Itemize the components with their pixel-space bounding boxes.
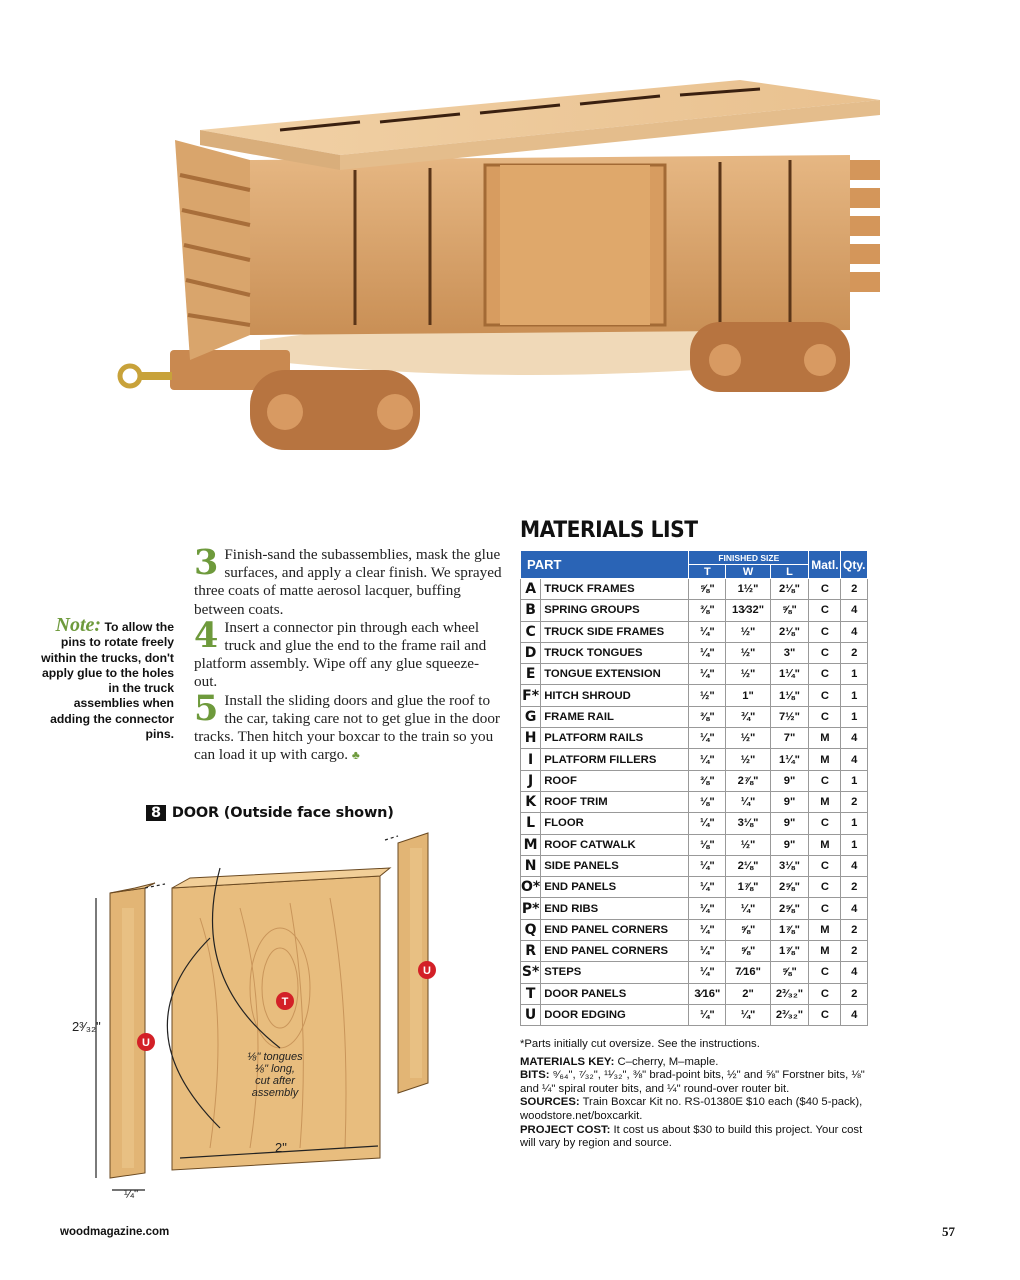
table-row xyxy=(521,855,868,876)
material: M xyxy=(809,728,841,749)
part-name: DOOR EDGING xyxy=(541,1004,689,1025)
size-t: ¼" xyxy=(689,855,726,876)
step-4 xyxy=(194,614,502,692)
material: C xyxy=(809,983,841,1004)
size-t: ⅛" xyxy=(689,834,726,855)
size-l: 9" xyxy=(770,834,809,855)
material: M xyxy=(809,791,841,812)
part-u-marker-right: U xyxy=(423,965,431,977)
part-letter: C xyxy=(521,621,541,642)
material: C xyxy=(809,642,841,663)
part-name: END PANEL CORNERS xyxy=(541,919,689,940)
size-w: ½" xyxy=(726,664,770,685)
quantity: 4 xyxy=(841,898,868,919)
part-letter: J xyxy=(521,770,541,791)
material: C xyxy=(809,813,841,834)
size-t: ¼" xyxy=(689,621,726,642)
callout-line-4: assembly xyxy=(251,1087,299,1099)
size-l: 7" xyxy=(770,728,809,749)
part-name: FRAME RAIL xyxy=(541,706,689,727)
quantity: 4 xyxy=(841,749,868,770)
step-number: 4 xyxy=(194,614,219,656)
table-row xyxy=(521,706,868,727)
col-matl: Matl. xyxy=(809,551,841,579)
size-l: 3" xyxy=(770,642,809,663)
material: C xyxy=(809,706,841,727)
sources-label: SOURCES: xyxy=(520,1096,580,1109)
size-l: 2⅛" xyxy=(770,621,809,642)
size-t: ¼" xyxy=(689,728,726,749)
step-3 xyxy=(194,542,502,619)
quantity: 1 xyxy=(841,813,868,834)
part-name: TONGUE EXTENSION xyxy=(541,664,689,685)
part-letter: O* xyxy=(521,877,541,898)
part-name: TRUCK SIDE FRAMES xyxy=(541,621,689,642)
material: C xyxy=(809,877,841,898)
oversize-note: *Parts initially cut oversize. See the instructions. xyxy=(520,1038,760,1050)
cost-label: PROJECT COST: xyxy=(520,1123,611,1136)
bits-label: BITS: xyxy=(520,1069,550,1082)
size-l: 1¼" xyxy=(770,664,809,685)
thickness-dimension: ¼" xyxy=(124,1187,139,1201)
size-t: ⅜" xyxy=(689,600,726,621)
size-w: 1⅞" xyxy=(726,877,770,898)
part-letter: K xyxy=(521,791,541,812)
size-t: 3⁄16" xyxy=(689,983,726,1004)
material: C xyxy=(809,770,841,791)
col-l: L xyxy=(770,565,809,579)
part-letter: T xyxy=(521,983,541,1004)
size-w: ¼" xyxy=(726,1004,770,1025)
material: C xyxy=(809,855,841,876)
table-row xyxy=(521,642,868,663)
size-t: ¼" xyxy=(689,664,726,685)
quantity: 4 xyxy=(841,621,868,642)
size-w: 2" xyxy=(726,983,770,1004)
part-letter: P* xyxy=(521,898,541,919)
material: C xyxy=(809,898,841,919)
size-t: ¼" xyxy=(689,749,726,770)
part-t-marker: T xyxy=(281,996,289,1008)
key-text: C–cherry, M–maple. xyxy=(614,1055,719,1068)
instruction-steps xyxy=(194,542,502,764)
size-w: ⅝" xyxy=(726,941,770,962)
quantity: 2 xyxy=(841,579,868,600)
size-l: 9" xyxy=(770,813,809,834)
note-text: To allow the pins to rotate freely within the trucks, don't apply glue to the holes in the truck assemblies when adding the connector pins. xyxy=(41,620,174,742)
size-l: 2⅛" xyxy=(770,579,809,600)
height-dimension: 2³⁄₃₂" xyxy=(72,1019,101,1034)
part-name: END PANELS xyxy=(541,877,689,898)
size-l: ⅝" xyxy=(770,600,809,621)
callout-line-2: ⅛" long, xyxy=(255,1063,295,1075)
step-5 xyxy=(194,687,502,765)
part-name: END PANEL CORNERS xyxy=(541,941,689,962)
page-number: 57 xyxy=(942,1224,955,1239)
door-diagram xyxy=(60,828,480,1208)
sources-text: Train Boxcar Kit no. RS-01380E $10 each ($40 5-pack), woodstore.net/boxcarkit. xyxy=(520,1096,863,1122)
table-row xyxy=(521,941,868,962)
size-t: ¼" xyxy=(689,813,726,834)
material: C xyxy=(809,621,841,642)
col-qty: Qty. xyxy=(841,551,868,579)
size-l: 2⅝" xyxy=(770,877,809,898)
size-w: ½" xyxy=(726,621,770,642)
size-l: 2³⁄₃₂" xyxy=(770,1004,809,1025)
table-row xyxy=(521,685,868,706)
part-letter: F* xyxy=(521,685,541,706)
quantity: 1 xyxy=(841,834,868,855)
quantity: 1 xyxy=(841,770,868,791)
part-letter: B xyxy=(521,600,541,621)
quantity: 4 xyxy=(841,600,868,621)
size-w: 3⅛" xyxy=(726,813,770,834)
size-t: ¼" xyxy=(689,962,726,983)
table-row xyxy=(521,664,868,685)
size-l: 3⅛" xyxy=(770,855,809,876)
material: M xyxy=(809,749,841,770)
quantity: 2 xyxy=(841,877,868,898)
footer-site: woodmagazine.com xyxy=(60,1226,170,1238)
table-row xyxy=(521,728,868,749)
part-letter: G xyxy=(521,706,541,727)
size-w: 1½" xyxy=(726,579,770,600)
size-t: ⅜" xyxy=(689,770,726,791)
materials-table xyxy=(520,550,868,1026)
size-w: ½" xyxy=(726,728,770,749)
step-text: Install the sliding doors and glue the roof to the car, taking care not to get glue in the door tracks. Then hitch your boxcar to the train so you can load it up with cargo. xyxy=(194,691,500,764)
quantity: 1 xyxy=(841,685,868,706)
part-letter: I xyxy=(521,749,541,770)
size-w: 1" xyxy=(726,685,770,706)
part-u-marker-left: U xyxy=(142,1037,150,1049)
size-t: ¼" xyxy=(689,919,726,940)
quantity: 4 xyxy=(841,1004,868,1025)
part-letter: Q xyxy=(521,919,541,940)
figure-title xyxy=(146,805,394,821)
table-row xyxy=(521,770,868,791)
size-t: ⅝" xyxy=(689,579,726,600)
step-text: Finish-sand the subassemblies, mask the glue surfaces, and apply a clear finish. We sprayed three coats of matte aerosol lacquer, buffing between coats. xyxy=(194,546,502,618)
part-letter: H xyxy=(521,728,541,749)
part-name: END RIBS xyxy=(541,898,689,919)
size-w: 13⁄32" xyxy=(726,600,770,621)
callout-line-1: ⅛" tongues xyxy=(247,1051,303,1063)
quantity: 2 xyxy=(841,642,868,663)
part-name: SPRING GROUPS xyxy=(541,600,689,621)
bits-note xyxy=(520,1069,880,1096)
table-row xyxy=(521,962,868,983)
cost-note xyxy=(520,1124,880,1151)
col-finished-size: FINISHED SIZE xyxy=(689,551,809,565)
part-letter: U xyxy=(521,1004,541,1025)
material: M xyxy=(809,834,841,855)
size-t: ¼" xyxy=(689,941,726,962)
callout-line-3: cut after xyxy=(255,1075,295,1087)
part-name: HITCH SHROUD xyxy=(541,685,689,706)
col-t: T xyxy=(689,565,726,579)
size-l: ⅝" xyxy=(770,962,809,983)
part-letter: R xyxy=(521,941,541,962)
material: C xyxy=(809,579,841,600)
col-part: PART xyxy=(521,551,689,579)
table-row xyxy=(521,813,868,834)
size-w: ⅝" xyxy=(726,919,770,940)
materials-footnotes xyxy=(520,1038,880,1151)
part-name: DOOR PANELS xyxy=(541,983,689,1004)
materials-key xyxy=(520,1056,880,1070)
quantity: 4 xyxy=(841,728,868,749)
size-w: 2⅞" xyxy=(726,770,770,791)
table-row xyxy=(521,983,868,1004)
part-name: SIDE PANELS xyxy=(541,855,689,876)
quantity: 2 xyxy=(841,983,868,1004)
size-l: 9" xyxy=(770,770,809,791)
size-w: ½" xyxy=(726,834,770,855)
step-number: 3 xyxy=(194,542,219,583)
figure-number: 8 xyxy=(146,805,166,821)
table-row xyxy=(521,834,868,855)
quantity: 2 xyxy=(841,791,868,812)
quantity: 2 xyxy=(841,919,868,940)
part-letter: M xyxy=(521,834,541,855)
size-t: ½" xyxy=(689,685,726,706)
table-row xyxy=(521,600,868,621)
material: C xyxy=(809,685,841,706)
material: C xyxy=(809,962,841,983)
material: C xyxy=(809,1004,841,1025)
part-letter: L xyxy=(521,813,541,834)
materials-list-title: MATERIALS LIST xyxy=(520,518,698,543)
size-t: ¼" xyxy=(689,877,726,898)
size-t: ¼" xyxy=(689,642,726,663)
part-name: TRUCK FRAMES xyxy=(541,579,689,600)
part-name: STEPS xyxy=(541,962,689,983)
size-l: 1⅞" xyxy=(770,919,809,940)
part-letter: E xyxy=(521,664,541,685)
step-number: 5 xyxy=(194,687,219,729)
quantity: 4 xyxy=(841,962,868,983)
table-row xyxy=(521,749,868,770)
table-row xyxy=(521,919,868,940)
size-w: ½" xyxy=(726,642,770,663)
size-l: 2⅝" xyxy=(770,898,809,919)
quantity: 1 xyxy=(841,664,868,685)
material: M xyxy=(809,919,841,940)
size-l: 1¼" xyxy=(770,749,809,770)
figure-title-text: DOOR (Outside face shown) xyxy=(171,805,394,821)
step-text: Insert a connector pin through each wheel truck and glue the end to the frame rail and platform assembly. Wipe off any glue squeeze-out. xyxy=(194,618,487,691)
table-row xyxy=(521,1004,868,1025)
size-l: 9" xyxy=(770,791,809,812)
table-row xyxy=(521,877,868,898)
quantity: 2 xyxy=(841,941,868,962)
side-note xyxy=(40,614,174,742)
part-name: ROOF TRIM xyxy=(541,791,689,812)
size-t: ¼" xyxy=(689,1004,726,1025)
size-l: 1⅛" xyxy=(770,685,809,706)
key-label: MATERIALS KEY: xyxy=(520,1055,615,1068)
part-letter: A xyxy=(521,579,541,600)
quantity: 1 xyxy=(841,706,868,727)
part-name: ROOF CATWALK xyxy=(541,834,689,855)
cost-text: It cost us about $30 to build this project. Your cost will vary by region and source. xyxy=(520,1123,863,1150)
note-heading: Note: xyxy=(55,614,102,636)
size-w: ¼" xyxy=(726,791,770,812)
size-t: ¼" xyxy=(689,898,726,919)
col-w: W xyxy=(726,565,770,579)
size-w: 7⁄16" xyxy=(726,962,770,983)
part-letter: D xyxy=(521,642,541,663)
tree-end-icon: ♣ xyxy=(351,748,360,763)
material: C xyxy=(809,664,841,685)
table-row xyxy=(521,579,868,600)
size-l: 1⅞" xyxy=(770,941,809,962)
part-letter: N xyxy=(521,855,541,876)
width-dimension: 2" xyxy=(275,1140,287,1155)
size-l: 7½" xyxy=(770,706,809,727)
size-w: ½" xyxy=(726,749,770,770)
table-row xyxy=(521,621,868,642)
material: M xyxy=(809,941,841,962)
size-w: ¼" xyxy=(726,898,770,919)
sources-note xyxy=(520,1096,880,1123)
quantity: 4 xyxy=(841,855,868,876)
part-name: FLOOR xyxy=(541,813,689,834)
size-w: ¾" xyxy=(726,706,770,727)
boxcar-photo xyxy=(100,60,920,480)
part-name: ROOF xyxy=(541,770,689,791)
size-l: 2³⁄₃₂" xyxy=(770,983,809,1004)
bits-text: ⁹⁄₆₄", ⁷⁄₃₂", ¹¹⁄₃₂", ⅜" brad-point bits, ½" and ⅝" Forstner bits, ⅛" and ¼" spiral router bits, and ¼" round-over router bit. xyxy=(520,1069,865,1095)
part-name: TRUCK TONGUES xyxy=(541,642,689,663)
size-t: ⅛" xyxy=(689,791,726,812)
part-letter: S* xyxy=(521,962,541,983)
size-w: 2⅛" xyxy=(726,855,770,876)
size-t: ⅜" xyxy=(689,706,726,727)
part-name: PLATFORM RAILS xyxy=(541,728,689,749)
part-name: PLATFORM FILLERS xyxy=(541,749,689,770)
material: C xyxy=(809,600,841,621)
table-row xyxy=(521,898,868,919)
table-row xyxy=(521,791,868,812)
